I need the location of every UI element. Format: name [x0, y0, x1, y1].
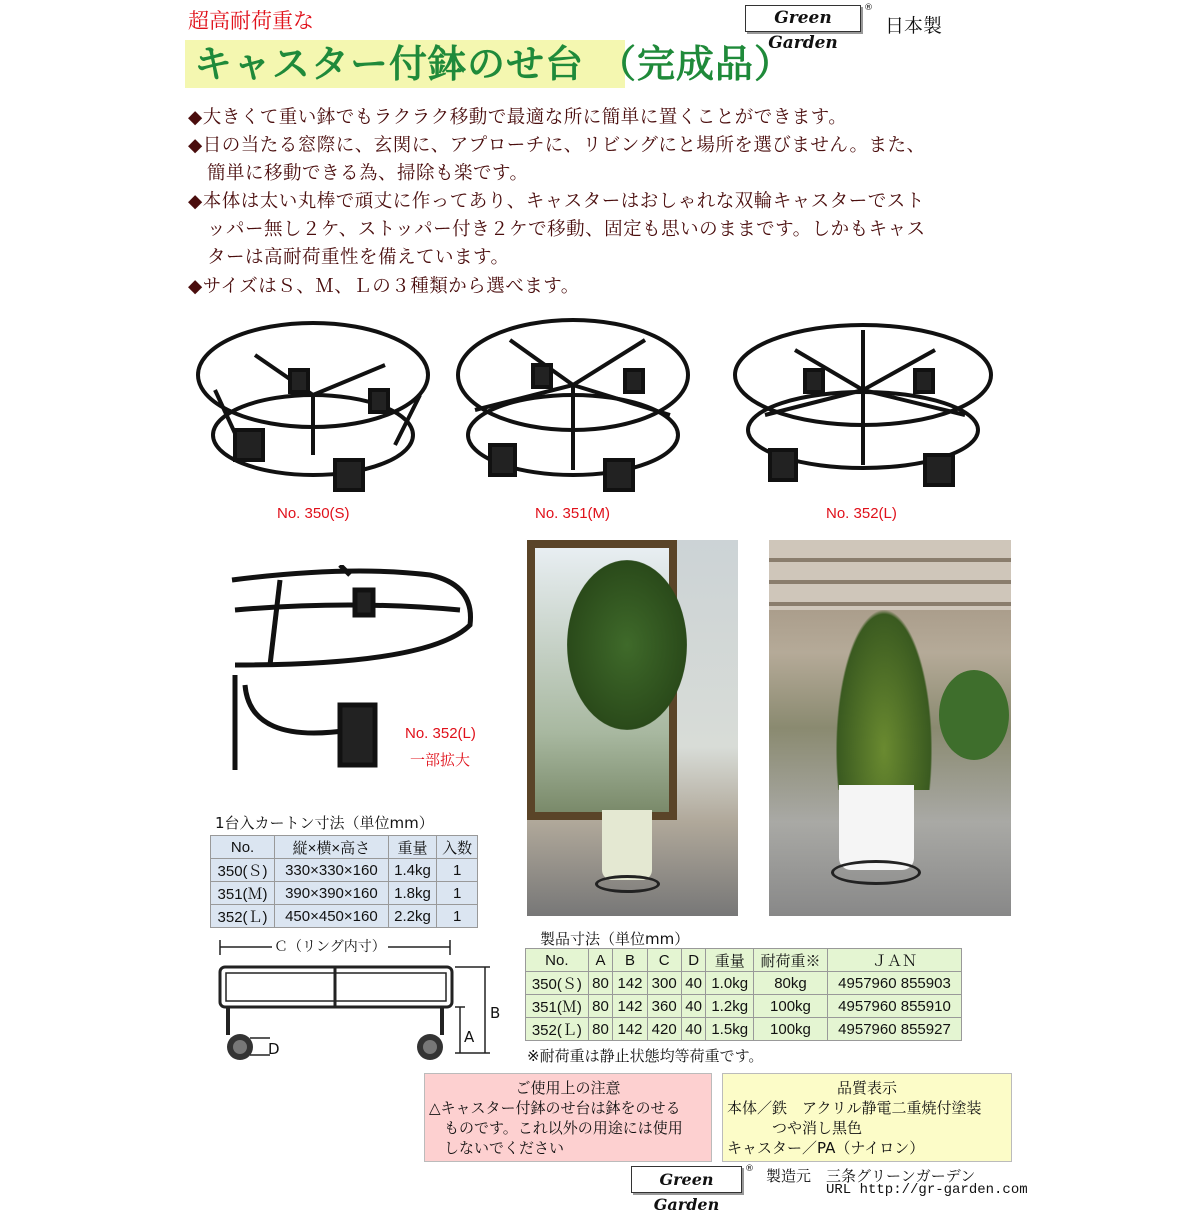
- table-row: [526, 995, 962, 1018]
- cell: 420: [647, 1018, 681, 1041]
- diagram-b-label: B: [490, 1004, 501, 1022]
- cell: 360: [647, 995, 681, 1018]
- bullet-line: 簡単に移動できる為、掃除も楽です。: [188, 163, 529, 184]
- cell: 40: [681, 1018, 706, 1041]
- made-in-japan: 日本製: [885, 15, 943, 37]
- cell: 352(Ｌ): [211, 905, 275, 928]
- rack-352-image: [735, 325, 991, 485]
- cell: 80: [588, 995, 613, 1018]
- caution-line: しないでください: [429, 1139, 565, 1157]
- table-header-row: [211, 836, 478, 859]
- photo-outdoor: [769, 540, 1011, 916]
- footer-brand-logo: Green Garden: [631, 1166, 742, 1193]
- header-cell: C: [647, 949, 681, 972]
- header-cell: 重量: [388, 836, 437, 859]
- quality-line: つや消し黒色: [727, 1119, 863, 1137]
- spec-title: 製品寸法（単位mm）: [540, 930, 690, 948]
- brand-logo: Green Garden: [745, 5, 861, 32]
- caution-box: [424, 1073, 712, 1162]
- header-cell: D: [681, 949, 706, 972]
- spec-table: [525, 948, 962, 1041]
- cell: 80: [588, 1018, 613, 1041]
- bullet-line: ◆サイズはＳ、Ｍ、Ｌの３種類から選べます。: [188, 276, 580, 297]
- caution-line: ものです。これ以外の用途には使用: [429, 1119, 683, 1137]
- header-cell: 耐荷重※: [753, 949, 827, 972]
- caution-line: △キャスター付鉢のせ台は鉢をのせる: [429, 1099, 681, 1117]
- cell: 4957960 855910: [827, 995, 961, 1018]
- header-cell: A: [588, 949, 613, 972]
- cell: 4957960 855927: [827, 1018, 961, 1041]
- closeup-image: [230, 565, 480, 780]
- product-label-352: No. 352(L): [826, 505, 897, 522]
- cell: 142: [613, 995, 647, 1018]
- spec-note: ※耐荷重は静止状態均等荷重です。: [527, 1047, 764, 1065]
- cell: 351(Ｍ): [526, 995, 589, 1018]
- closeup-sub: 一部拡大: [410, 752, 471, 769]
- tagline: 超高耐荷重な: [188, 9, 314, 33]
- bullet-line: ッパー無し２ケ、ストッパー付き２ケで移動、固定も思いのままです。しかもキャス: [188, 219, 926, 240]
- product-label-350: No. 350(S): [277, 505, 350, 522]
- rack-351-image: [458, 320, 688, 490]
- cell: 352(Ｌ): [526, 1018, 589, 1041]
- cell: 1.4kg: [388, 859, 437, 882]
- maker-text: 製造元 三条グリーンガーデン: [766, 1167, 976, 1185]
- cell: 1: [437, 859, 478, 882]
- cell: 1.2kg: [706, 995, 753, 1018]
- cell: 1: [437, 905, 478, 928]
- cell: 142: [613, 1018, 647, 1041]
- cell: 350(Ｓ): [526, 972, 589, 995]
- title-suffix: （完成品）: [598, 42, 794, 86]
- rack-350-image: [198, 323, 428, 490]
- quality-line: 本体／鉄 アクリル静電二重焼付塗装: [727, 1099, 982, 1117]
- diagram-a-label: A: [464, 1028, 475, 1046]
- caution-title: ご使用上の注意: [515, 1079, 621, 1097]
- cell: 300: [647, 972, 681, 995]
- website-link[interactable]: URL http://gr-garden.com: [826, 1182, 1028, 1198]
- product-label-351: No. 351(M): [535, 505, 611, 522]
- cell: 40: [681, 972, 706, 995]
- cell: 1.5kg: [706, 1018, 753, 1041]
- cell: 4957960 855903: [827, 972, 961, 995]
- header-cell: 重量: [706, 949, 753, 972]
- cell: 100kg: [753, 995, 827, 1018]
- bullet-line: ◆大きくて重い鉢でもラクラク移動で最適な所に簡単に置くことができます。: [188, 107, 848, 128]
- page-title: キャスター付鉢のせ台: [194, 42, 585, 86]
- table-row: [211, 859, 478, 882]
- photo-indoor: [527, 540, 738, 916]
- cell: 390×390×160: [275, 882, 389, 905]
- quality-line: キャスター／PA（ナイロン）: [727, 1139, 925, 1157]
- header-cell: ＪＡＮ: [827, 949, 961, 972]
- bullet-line: ◆日の当たる窓際に、玄関に、アプローチに、リビングにと場所を選びません。また、: [188, 135, 926, 156]
- quality-title: 品質表示: [836, 1079, 897, 1097]
- table-row: [211, 905, 478, 928]
- header-cell: No.: [211, 836, 275, 859]
- table-row: [211, 882, 478, 905]
- cell: 350(Ｓ): [211, 859, 275, 882]
- cell: 351(Ｍ): [211, 882, 275, 905]
- header-cell: No.: [526, 949, 589, 972]
- bullet-line: ◆本体は太い丸棒で頑丈に作ってあり、キャスターはおしゃれな双輪キャスターでスト: [188, 191, 925, 212]
- bullet-line: ターは高耐荷重性を備えています。: [188, 247, 510, 268]
- cell: 1.8kg: [388, 882, 437, 905]
- cell: 100kg: [753, 1018, 827, 1041]
- product-images: [195, 315, 1005, 505]
- diagram-c-label: Ｃ（リング内寸）: [272, 936, 388, 956]
- cell: 330×330×160: [275, 859, 389, 882]
- header-cell: 入数: [437, 836, 478, 859]
- cell: 450×450×160: [275, 905, 389, 928]
- cell: 142: [613, 972, 647, 995]
- quality-box: [722, 1073, 1012, 1162]
- table-row: [526, 1018, 962, 1041]
- table-header-row: [526, 949, 962, 972]
- closeup-label: No. 352(L): [405, 725, 476, 742]
- header-cell: B: [613, 949, 647, 972]
- table-row: [526, 972, 962, 995]
- header-cell: 縦×横×高さ: [275, 836, 389, 859]
- cell: 2.2kg: [388, 905, 437, 928]
- cell: 1: [437, 882, 478, 905]
- carton-title: 1台入カートン寸法（単位mm）: [215, 814, 434, 832]
- cell: 40: [681, 995, 706, 1018]
- carton-table: [210, 835, 478, 928]
- cell: 1.0kg: [706, 972, 753, 995]
- cell: 80kg: [753, 972, 827, 995]
- cell: 80: [588, 972, 613, 995]
- diagram-d-label: D: [268, 1040, 280, 1058]
